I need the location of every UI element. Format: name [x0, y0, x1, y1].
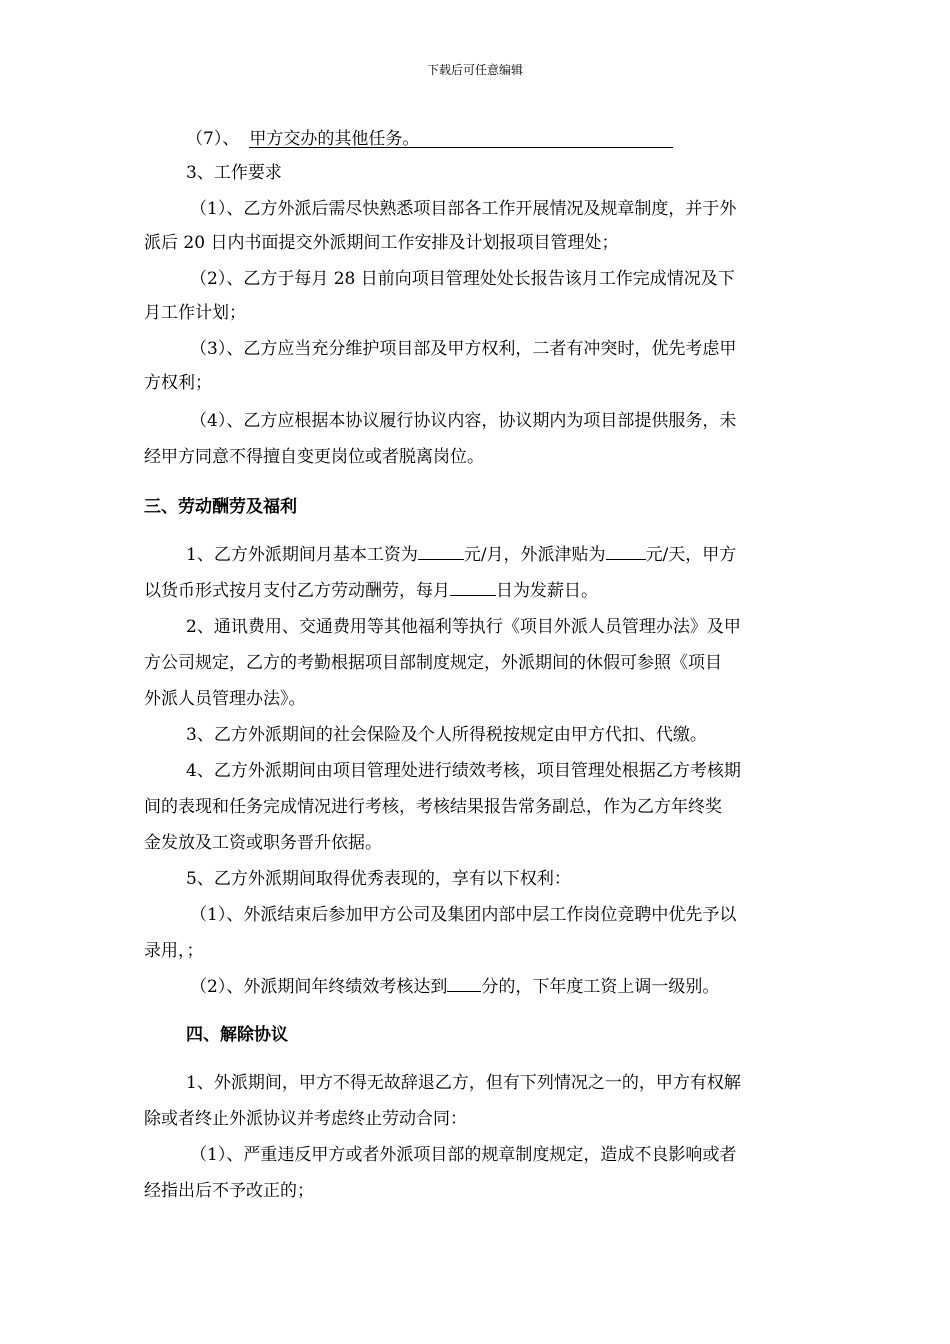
termination-clause-line-1: 1、外派期间，甲方不得无故辞退乙方，但有下列情况之一的，甲方有权解 [186, 1073, 741, 1093]
benefits-clause-line-2: 方公司规定，乙方的考勤根据项目部制度规定，外派期间的休假可参照《项目 [144, 653, 722, 673]
termination-item-1-line-2: 经指出后不予改正的； [144, 1181, 314, 1201]
right-1-line-2: 录用，； [144, 941, 204, 961]
salary-clause-line-2: 以货币形式按月支付乙方劳动酬劳，每月 日为发薪日。 [144, 581, 598, 601]
requirement-1-line-2: 派后 20 日内书面提交外派期间工作安排及计划报项目管理处； [144, 233, 619, 253]
page-header-note: 下载后可任意编辑 [426, 63, 523, 77]
requirement-2-line-1: （2）、乙方于每月 28 日前向项目管理处处长报告该月工作完成情况及下 [190, 269, 735, 289]
blank-score [447, 991, 481, 992]
right-1-line-1: （1）、外派结束后参加甲方公司及集团内部中层工作岗位竞聘中优先予以 [190, 905, 737, 925]
blank-daily-allowance [606, 559, 646, 560]
task-item-7 [186, 122, 673, 156]
benefits-clause-line-3: 外派人员管理办法》。 [144, 689, 306, 709]
benefits-clause-line-1: 2、通讯费用、交通费用等其他福利等执行《项目外派人员管理办法》及甲 [186, 617, 741, 637]
section-heading-3: 三、劳动酬劳及福利 [144, 497, 297, 517]
item-number: （7）、 [186, 129, 240, 149]
right-2: （2）、外派期间年终绩效考核达到 分的，下年度工资上调一级别。 [190, 977, 720, 997]
requirement-4-line-2: 经甲方同意不得擅自变更岗位或者脱离岗位。 [144, 447, 484, 467]
requirement-4-line-1: （4）、乙方应根据本协议履行协议内容，协议期内为项目部提供服务，未 [190, 411, 737, 431]
requirement-3-line-1: （3）、乙方应当充分维护项目部及甲方权利，二者有冲突时，优先考虑甲 [190, 339, 737, 359]
rights-clause: 5、乙方外派期间取得优秀表现的，享有以下权利： [186, 869, 571, 889]
assessment-clause-line-1: 4、乙方外派期间由项目管理处进行绩效考核，项目管理处根据乙方考核期 [186, 761, 741, 781]
section-work-requirements: 3、工作要求 [186, 163, 282, 183]
salary-clause-line-1: 1、乙方外派期间月基本工资为 元/月，外派津贴为 元/天，甲方 [186, 545, 737, 565]
requirement-1-line-1: （1）、乙方外派后需尽快熟悉项目部各工作开展情况及规章制度，并于外 [190, 199, 737, 219]
blank-payday [450, 595, 496, 596]
termination-item-1-line-1: （1）、严重违反甲方或者外派项目部的规章制度规定，造成不良影响或者 [190, 1145, 737, 1165]
blank-monthly-salary [418, 559, 464, 560]
requirement-2-line-2: 月工作计划； [144, 303, 246, 323]
insurance-clause: 3、乙方外派期间的社会保险及个人所得税按规定由甲方代扣、代缴。 [186, 725, 707, 745]
termination-clause-line-2: 除或者终止外派协议并考虑终止劳动合同： [144, 1109, 467, 1129]
assessment-clause-line-3: 金发放及工资或职务晋升依据。 [144, 833, 382, 853]
underlined-task-text: 甲方交办的其他任务。 [249, 131, 673, 148]
section-heading-4: 四、解除协议 [186, 1025, 288, 1045]
assessment-clause-line-2: 间的表现和任务完成情况进行考核，考核结果报告常务副总，作为乙方年终奖 [144, 797, 722, 817]
requirement-3-line-2: 方权利； [144, 373, 212, 393]
